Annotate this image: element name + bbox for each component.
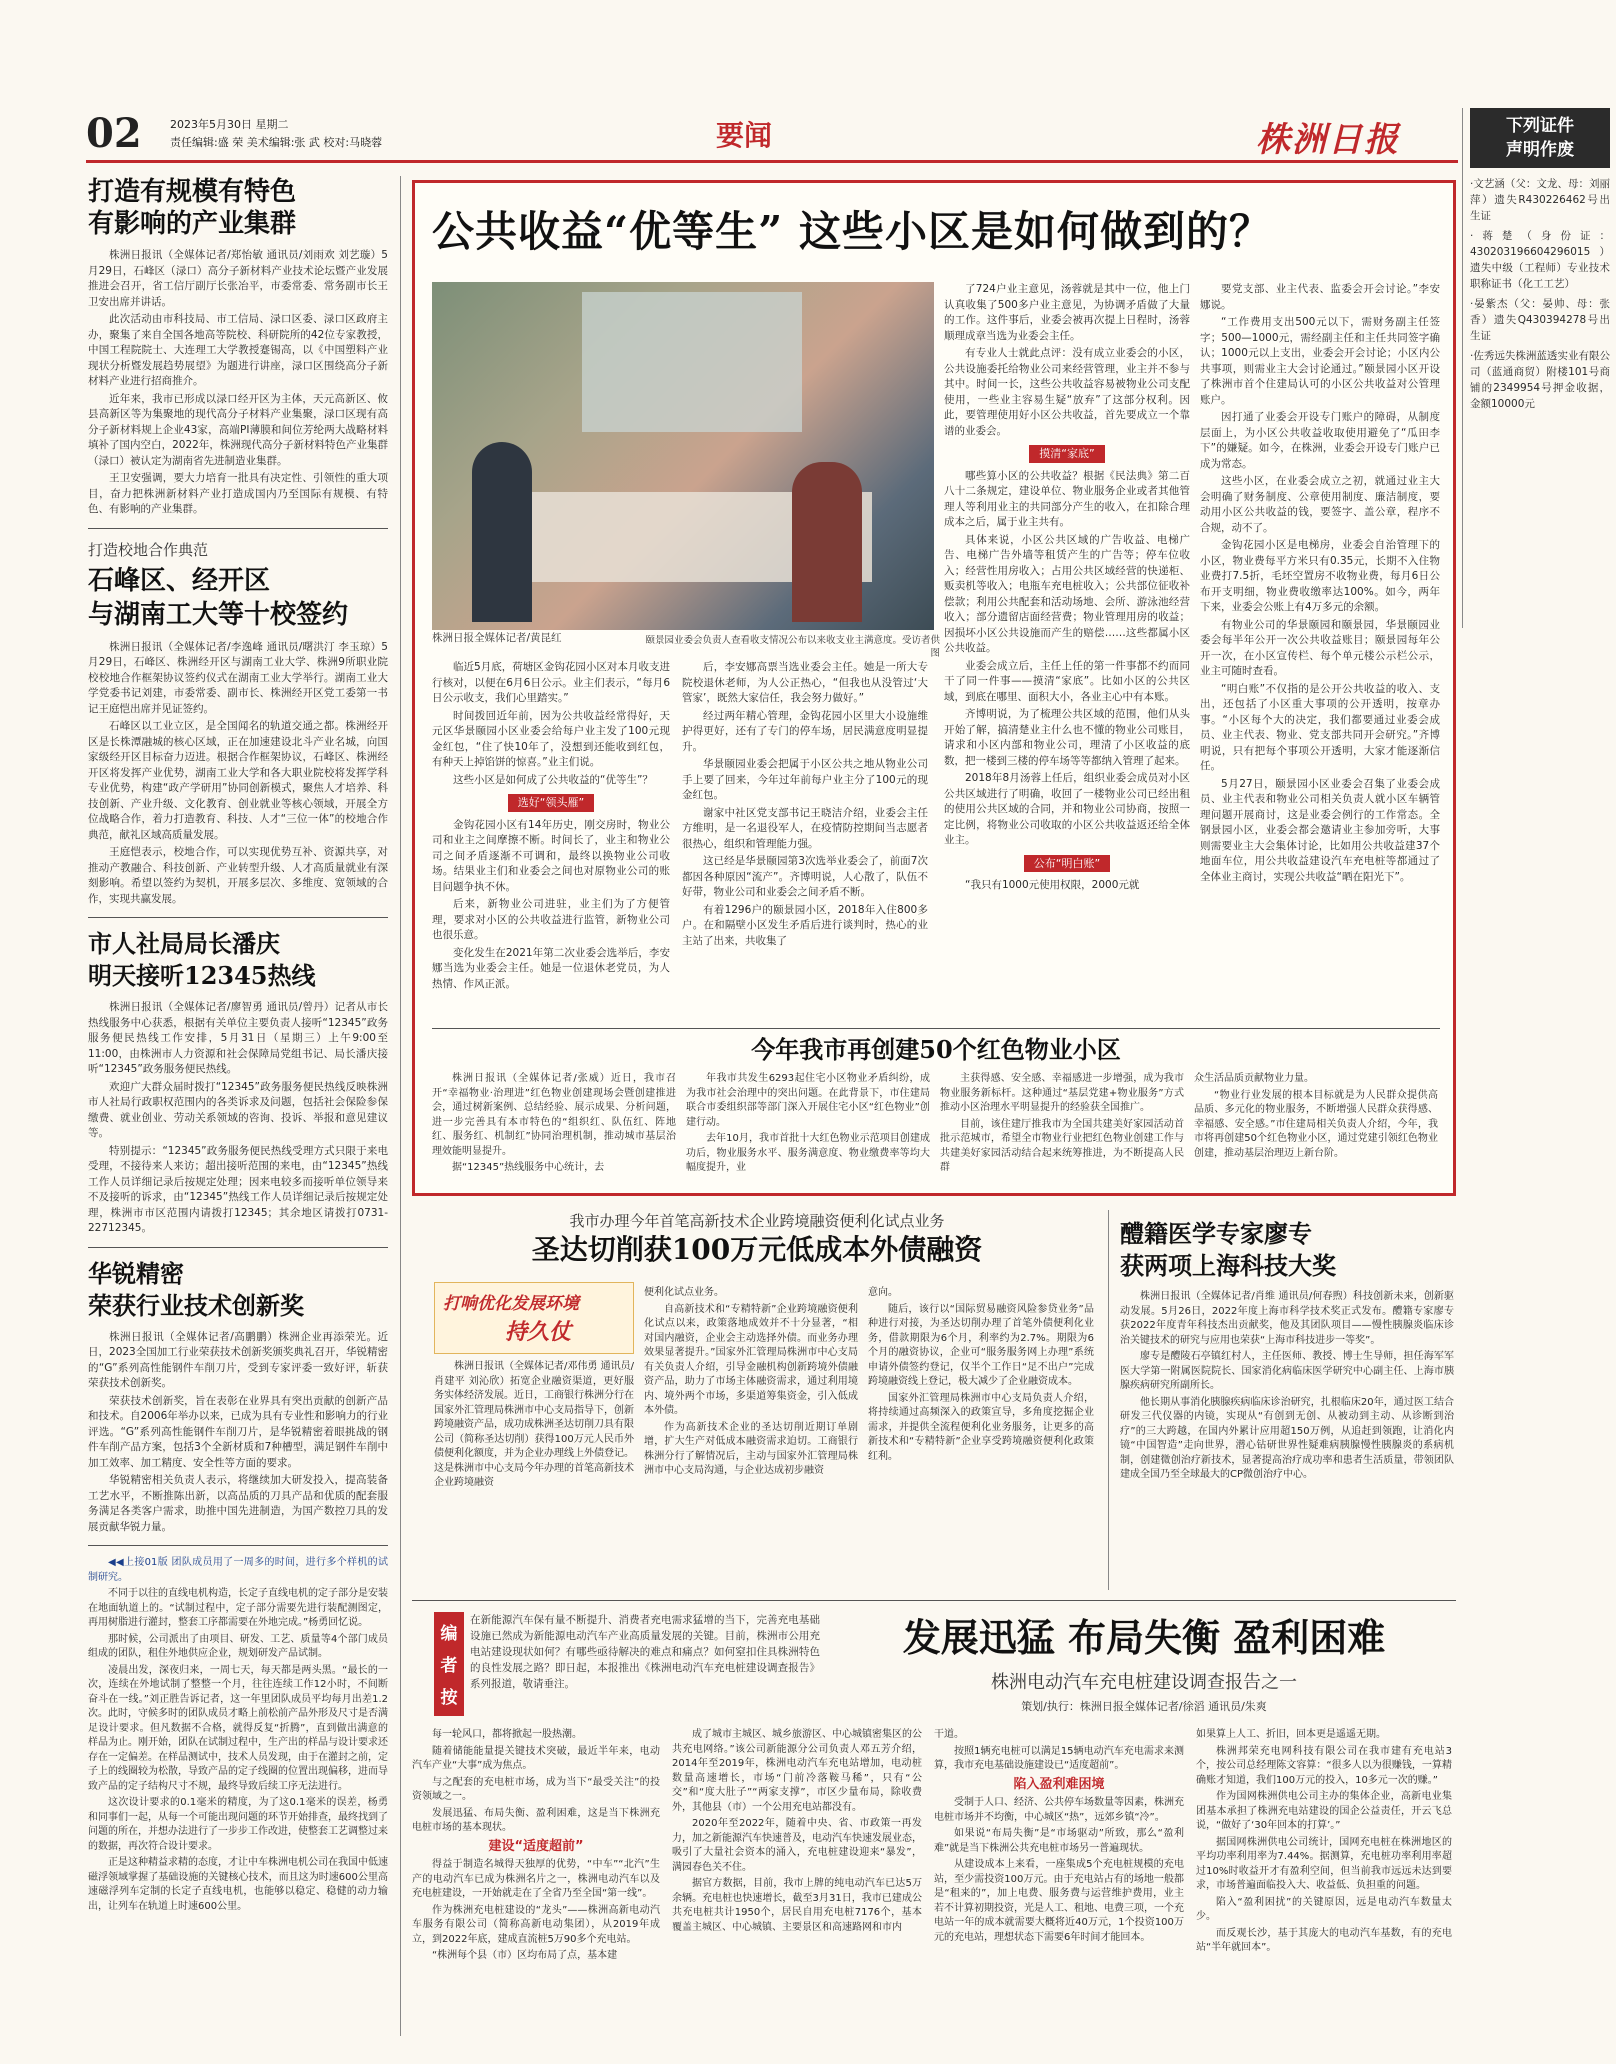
page-number: 02	[86, 110, 142, 157]
notice-divider	[1462, 108, 1463, 628]
campaign-badge	[434, 1282, 634, 1354]
left-column-divider	[400, 176, 401, 2036]
bottom-col4: 如果算上人工、折旧，回本更是遥遥无期。 株洲邦荣充电网科技有限公司在我市建有充电站3个，按公司总经理陈文容算：“很多人以为很赚钱，一算精确账才知道，我们100万元的投入，10多元一次的赚。” 作为国网株洲供电公司主办的集体企业，高新电业集团基本承担了株洲充电站建设的国企公益责任，开云飞总说，“做好了‘30年回本的打算’。” 据国网株洲供电公司统计，国网充电桩在株洲地区的平均功率利用率为7.44%。据测算，充电桩功率利用率超过10%时收益开才有盈利空间，但当前我市远远未达到要求，市场普遍面临投入大、收益低、负担重的问题。 陷入“盈利困扰”的关键原因，远是电动汽车数量太少。 而反观长沙，基于其庞大的电动汽车基数，有的充电站“半年就回本”。	[1196, 1729, 1452, 1953]
mid-left-col2: 便利化试点业务。 自高新技术和“专精特新”企业跨境融资便利化试点以来，政策落地成效并不十分显著，“相对国内融资，企业会主动选择外债。而业务办理效果显著提升。”国家外汇管理局株洲市中心支局有关负责人介绍，引导金融机构创新跨境外债融资产品，助力了市场主体融资需求，通过利用境内、境外两个市场，多渠道筹集资金，引入低成本外债。 作为高新技术企业的圣达切削近期订单剧增，扩大生产对低成本融资需求迫切。工商银行株洲分行了解情况后，主动与国家外汇管理局株洲市中心支局沟通，与企业达成初步融资	[644, 1287, 858, 1476]
bottom-col3: 干道。 按照1辆充电桩可以满足15辆电动汽车充电需求来测算，我市充电基础设施建设已“适度超前”。 陷入盈利难困境 受制于人口、经济、公共停车场数量等因素，株洲充电桩市场并不均衡，中心城区“热”，远郊乡镇“冷”。 如果说“布局失衡”是“市场驱动”所致，那么“盈利难”就是当下株洲公共充电桩市场另一普遍现状。 从建设成本上来看，一座集成5个充电桩规模的充电站，至少需投资100万元。由于充电站占有的场地一般都是“租来的”，加上电费、服务费与运营维护费用，业主若不计算初期投资，光是人工、租地、电费三项，一个充电站一年的成本就需要大概将近40万元，1个投资100万元的充电站，理想状态下需要6年时间才能回本。	[934, 1729, 1184, 1943]
mid-left-kicker: 我市办理今年首笔高新技术企业跨境融资便利化试点业务	[569, 1212, 945, 1230]
article1-body: 株洲日报讯（全媒体记者/郑怡敏 通讯员/刘雨欢 刘艺璇）5月29日，石峰区（渌口）高分子新材料产业技术论坛暨产业发展推进会召开，省工信厅副厅长张冶平，市委常委、常务副市长王卫安出席并讲话。 此次活动由市科技局、市工信局、渌口区委、渌口区政府主办，聚集了来自全国各地高等院校、科研院所的42位专家教授，中国工程院院士、大连理工大学教授蹇锡高，以《中国塑料产业现状分析暨发展趋势展望》为题进行讲座，渌口区围绕高分子新材料产业进行招商推介。 近年来，我市已形成以渌口经开区为主体，天元高新区、攸县高新区等为集聚地的现代高分子材料产业集聚，渌口区现有高分子新材料规上企业43家，高端PI薄膜和间位芳纶两大战略材料填补了国内空白，2022年，株洲现代高分子新材料特色产业集群（渌口）被认定为湖南省先进制造业集群。 王卫安强调，要大力培育一批具有决定性、引领性的重大项目，奋力把株洲新材料产业打造成国内乃至国际有规模、有特色、有影响的产业集群。	[88, 249, 388, 515]
feature-col4: 要党支部、业主代表、监委会开会讨论。”李安娜说。 “工作费用支出500元以下，需财务副主任签字；500—1000元，需经副主任和主任共同签字确认；1000元以上支出，业委会开会讨论；小区内公共事项，则需业主大会讨论通过。”颐景园小区开设了株洲市首个住建局认可的小区公共收益对公管理账户。 因打通了业委会开设专门账户的障碍，从制度层面上，为小区公共收益收取使用避免了“瓜田李下”的嫌疑。如今，在株洲，业委会开设专门账户已成为常态。 这些小区，在业委会成立之初，就通过业主大会明确了财务制度、公章使用制度、廉洁制度，要动用小区公共收益的钱，要签字、盖公章，程序不合规，动不了。 金钩花园小区是电梯房，业委会自治管理下的小区，物业费每平方米只有0.35元，长期不入住物业费打7.5折，毛坯空置房不收物业费，每月6日公布开支明细，物业费收缴率达100%。如今，两年下来，业委会公账上有4万多元的余额。 有物业公司的华景颐园和颐景园，华景颐园业委会每半年公开一次公共收益账目；颐景园每年公开一次，在小区宣传栏、每个单元楼公示栏公示，业主可随时查看。 “明白账”不仅指的是公开公共收益的收入、支出，还包括了小区重大事项的公开透明，按章办事。“小区每个大的决定，我们都要通过业委会成员、业主代表、物业、党支部共同开会研究。”齐博明说，只有把每个事项公开透明，大家才能逐渐信任。 5月27日，颐景园小区业委会召集了业委会成员、业主代表和物业公司相关负责人就小区车辆管理问题开展商讨，这是业委会例行的工作常态。全钢景园小区，业委会都会邀请业主参加旁听，大事则需要业主大会集体讨论，比如用公共收益建37个地面车位，用公共收益建设汽车充电桩等都通过了全体业主商讨，实现公共收益“晒在阳光下”。	[1200, 283, 1440, 883]
red-property-col3: 主获得感、安全感、幸福感进一步增强，成为我市物业服务新标杆。这种通过“基层党建+物业服务”方式推动小区治理水平明显提升的经验获全国推广。 目前，该住建厅推我市为全国共建美好家园活动首批示范城市，希望全市物业行业把红色物业创建工作与共建美好家园活动结合起来统筹推进，为不断提高人民群	[940, 1073, 1184, 1173]
mid-left-col1: 株洲日报讯（全媒体记者/邓伟勇 通讯员/肖建平 刘沁欣）拓宽企业融资渠道，更好服务实体经济发展。近日，工商银行株洲分行在国家外汇管理局株洲市中心支局指导下，创新跨境融资产品，成功成株洲圣达切削刀具有限公司（简称圣达切削）获得100万元人民币外债便利化额度，并为企业办理线上外债登记。这是株洲市中心支局今年办理的首笔高新技术企业跨境融资	[434, 1361, 634, 1488]
feature-col1: 临近5月底，荷塘区金钩花园小区对本月收支进行核对，以便在6月6日公示。业主们表示，“每月6日公示收支，我们心里踏实。” 时间拨回近年前，因为公共收益经常得好，天元区华景颐园小区业委会给每户业主发了100元现金红包，“住了快10年了，没想到还能收到红包，有种天上掉馅饼的惊喜。”业主们说。 这些小区是如何成了公共收益的“优等生”？ 选好“领头雁” 金钩花园小区有14年历史，刚交房时，物业公司和业主之间摩擦不断。时间长了，业主和物业公司之间矛盾逐渐不可调和，最终以换物业公司收场。结果业主们和业委会之间也对原物业公司的账目问题争执不休。 后来，新物业公司进驻，业主们为了方便管理，要求对小区的公共收益进行监管，新物业公司也很乐意。 变化发生在2021年第二次业委会选举后，李安娜当选为业委会主任。她是一位退休老党员，为人热情、作风正派。	[432, 661, 670, 990]
badge-line1: 打响优化发展环境	[443, 1294, 579, 1314]
bottom-col2: 成了城市主城区、城乡旅游区、中心城镇密集区的公共充电网络。”该公司新能源分公司负责人邓五芳介绍，2014年至2019年，株洲电动汽车充电站增加，电动桩数量高速增长，市场“门前冷落鞍马稀”，只有“公交”和“度大肚子”“两家支撑”，市区少量布局，除收费外，其他县（市）一个公用充电站都没有。 2020年至2022年，随着中央、省、市政策一再发力，加之新能源汽车快速普及，电动汽车快速发展业态，吸引了大量社会资本的涌入，充电桩建设迎来“暴发”，满园春色关不住。 据官方数据，目前，我市上牌的纯电动汽车已达5万余辆。充电桩也快速增长，截至3月31日，我市已建成公共充电桩共计1950个，居民自用充电桩7176个，基本覆盖主城区、中心城镇、主要景区和高速路网和市内	[672, 1729, 922, 1933]
paper-logo: 株洲日报	[1256, 120, 1400, 160]
subhead: 陷入盈利难困境	[1013, 1776, 1105, 1792]
red-property-divider	[432, 1028, 1440, 1029]
photo-person	[792, 462, 862, 622]
badge-line2: 持久仗	[505, 1320, 572, 1345]
masthead-rule	[86, 160, 1458, 163]
red-property-col1: 株洲日报讯（全媒体记者/张威）近日，我市召开“幸福物业·治理进”红色物业创建现场会暨创建推进会，通过树新案例、总结经验、展示成果、分析问题，进一步完善具有本市特色的“组织红、队伍红、阵地红、服务红、机制红”协同治理机制，推动城市基层治理效能明显提升。 据“12345”热线服务中心统计，去	[432, 1073, 676, 1173]
mid-divider	[1108, 1210, 1109, 1590]
article5-body: ◀◀上接01版 团队成员用了一周多的时间，进行多个样机的试制研究。 不同于以往的直线电机构造，长定子直线电机的定子部分是安装在地面轨道上的。“试制过程中，定子部分需要先进行装配测图定，再用树脂进行灌封，整套工序都需要在外地完成。”杨勇回忆说。 那时候，公司派出了由项目、研发、工艺、质量等4个部门成员组成的团队，租住外地供应企业，规划研发产品试制。 凌晨出发，深夜归来，一周七天，每天都是两头黑。“最长的一次，连续在外地试制了整整一个月，往往连续工作12小时，不间断奋斗在一线。”刘正胜告诉记者，这一年里团队成员平均每月出差1.2次。此时，守候多时的团队成员才略上前松前产品外形及尺寸是否满足设计要求。但凡数据不合格，就得反复“折腾”，直到做出满意的样品为止。刚开始，团队在试制过程中，生产出的样品与设计要求还存在一定偏差。在样品测试中，技术人员发现，由于在灌封之前，定子上的线圈较为松散，导致产品的定子线圈的位置出现偏移，进而导致产品的定子结构尺寸不规，最终导致后续工序无法进行。 这次设计要求的0.1毫米的精度，为了这0.1毫米的误差，杨勇和同事们一起，从每一个可能出现问题的环节开始排查，最终找到了问题的所在，并想办法进行了一步步工作改进，使整套工艺调整过来的数据，再次符合设计要求。 正是这种精益求精的态度，才让中车株洲电机公司在我国中低速磁浮领域掌握了基础设施的关键核心技术，而且这为时速600公里高速磁浮列车定制的长定子直线电机，也能够以稳定、稳健的动力输出，让列车在轨道上时速600公里。	[88, 1557, 388, 1912]
feature-headline: 公共收益“优等生” 这些小区是如何做到的？	[432, 207, 1272, 256]
article1-headline: 打造有规模有特色 有影响的产业集群	[88, 177, 297, 239]
subhead-tag: 公布“明白账”	[1024, 855, 1110, 873]
editors-line: 责任编辑:盛 荣 美术编辑:张 武 校对:马晓蓉	[170, 136, 383, 149]
red-property-headline: 今年我市再创建50个红色物业小区	[751, 1035, 1121, 1064]
notice-entry: ·蒋楚（身份证：430203196604296015）遗失中级（工程师）专业技术职称证书（化工工艺）	[1470, 230, 1610, 290]
issue-date: 2023年5月30日 星期二	[170, 118, 289, 131]
bottom-credits: 策划/执行：株洲日报全媒体记者/徐滔 通讯员/朱爽	[1021, 1700, 1267, 1713]
red-property-col4: 众生活品质贡献物业力量。 “物业行业发展的根本目标就是为人民群众提供高品质、多元化的物业服务，不断增强人民群众获得感、幸福感、安全感。”市住建局相关负责人介绍，今年，我市将再创建50个红色物业小区，通过党建引领红色物业创建，推动基层治理迈上新台阶。	[1194, 1073, 1438, 1159]
article2-body: 株洲日报讯（全媒体记者/李逸峰 通讯员/曙洪汀 李玉琼）5月29日，石峰区、株洲经开区与湖南工业大学、株洲9所职业院校校地合作框架协议签约仪式在湖南工业大学举行。湖南工业大学党委书记刘建，市委常委、副市长、株洲经开区党工委第一书记王庭恺出席并见证签约。 石峰区以工业立区，是全国闻名的轨道交通之都。株洲经开区是长株潭融城的核心区域，正在加速建设北斗产业名城，向国家级经开区目标奋力迈进。根据合作框架协议，石峰区、株洲经开区将发挥产业优势，湖南工业大学和各大职业院校将发挥学科专业优势，构建“政产学研用”协同创新模式，聚焦人才培养、科技创新、产业升级、文化教育、创业就业等核心领域，开展全方位战略合作，着力打造教育、科技、人才“三位一体”的校地合作典范，献礼区域高质量发展。 王庭恺表示，校地合作，可以实现优势互补、资源共享，对推动产教融合、科技创新、产业转型升级、人才高质量就业有深刻影响。希望以签约为契机，开展多层次、多维度、宽领域的合作，实现共赢发展。	[88, 640, 388, 905]
photo-person	[472, 442, 532, 622]
editor-note-tag: 编 者 按	[434, 1612, 464, 1716]
notice-entry: ·佐秀远失株洲蓝透实业有限公司（蓝通商贸）附楼101号商铺的2349954号押金收据，金额10000元	[1470, 350, 1610, 410]
feature-col3: 了724户业主意见，汤蓉就是其中一位，他上门认真收集了500多户业主意见，为协调矛盾做了大量的工作。这件事后，业委会被再次提上日程时，汤蓉顺理成章当选为业委会主任。 有专业人士就此点评：没有成立业委会的小区，公共设施委托给物业公司来经营管理，业主并不参与其中。时间一长，这些公共收益容易被物业公司支配使用，一些业主容易生疑“放弃”了这部分权利。因此，要管理使用好小区公共收益，首先要成立一个靠谱的业委会。 摸清“家底” 哪些算小区的公共收益？根据《民法典》第二百八十二条规定，建设单位、物业服务企业或者其他管理人等利用业主的共同部分产生的收入，在扣除合理成本之后，属于业主共有。 具体来说，小区公共区域的广告收益、电梯广告、电梯广告外墙等租赁产生的广告等；停车位收入；经营性用房收入；占用公共区域经营的快递柜、贩卖机等收入；电瓶车充电桩收入；公共部位征收补偿款；利用公共配套和活动场地、会所、游泳池经营收入；部分遗留店面经营费；物业管理用房的收益；因损坏小区公共设施而产生的赔偿……这些都属小区公共收益。 业委会成立后，主任上任的第一件事都不约而同干了同一件事——摸清“家底”。比如小区的公共区域，到底在哪里、面积大小，各业主心中有本账。 齐博明说，为了梳理公共区域的范围，他们从头开始了解，搞清楚业主什么也不懂的物业公司账目，请求和小区内部和物业公司，理清了小区收益的底数，把一楼到三楼的停车场等等都纳入管理了起来。 2018年8月汤蓉上任后，组织业委会成员对小区公共区域进行了明确，收回了一楼物业公司已经出租的使用公共区域的合同，并和物业公司协商，按照一定比例，将物业公司收取的小区公共收益返还给全体业主。 公布“明白账” “我只有1000元使用权限，2000元就	[944, 283, 1190, 891]
divider	[88, 917, 388, 918]
notice-entry: ·晏紫杰（父：晏帅、母：张香）遗失Q430394278号出生证	[1470, 298, 1610, 342]
photo-window	[582, 292, 802, 432]
notice-entry: ·文艺涵（父：文龙、母：刘丽萍）遗失R430226462号出生证	[1470, 178, 1610, 222]
bottom-divider	[412, 1600, 1456, 1601]
divider	[88, 1247, 388, 1248]
article2-headline: 石峰区、经开区 与湖南工大等十校签约	[88, 565, 349, 630]
photo-caption: 颐景园业委会负责人查看收支情况公布以来收支业主满意度。受访者供图	[645, 635, 940, 659]
feature-photo	[432, 282, 934, 630]
article4-headline: 华锐精密 荣获行业技术创新奖	[88, 1258, 304, 1320]
divider	[88, 528, 388, 529]
masthead	[86, 110, 1458, 160]
feature-col2: 后，李安娜高票当选业委会主任。她是一所大专院校退休老师，为人公正热心，“但我也从没管过‘大管家’，既然大家信任，我会努力做好。” 经过两年精心管理，金钩花园小区里大小设施维护得更好，还有了专门的停车场，居民满意度明显提升。 华景颐园业委会把属于小区公共之地从物业公司手上要了回来，今年过年前每户业主分了100元的现金红包。 谢家中社区党支部书记王晓洁介绍，业委会主任方维明，是一名退役军人，在疫情防控期间当志愿者很热心，组织和管理能力强。 这已经是华景颐园第3次选举业委会了，前面7次都因各种原因“流产”。齐博明说，人心散了，队伍不好带，物业公司和业委会之间矛盾不断。 有着1296户的颐景园小区，2018年入住800多户。在和隔壁小区发生矛盾后进行谈判时，热心的业主站了出来，共收集了	[682, 661, 928, 947]
article3-headline: 市人社局局长潘庆 明天接听12345热线	[88, 929, 316, 990]
article2-kicker: 打造校地合作典范	[88, 540, 209, 559]
divider	[88, 1545, 388, 1546]
editor-note: 在新能源汽车保有量不断提升、消费者充电需求猛增的当下，完善充电基础设施已然成为新能源电动汽车产业高质量发展的关键。目前，株洲市公用充电站建设现状如何？有哪些亟待解决的难点和痛点？如何窒扣住具株洲特色的良性发展之路？即日起，本报推出《株洲电动汽车充电桩建设调查报告》系列报道，敬请垂注。	[470, 1614, 820, 1690]
left-column	[88, 176, 388, 2036]
notice-title: 下列证件 声明作废	[1470, 108, 1610, 168]
mid-right-body: 株洲日报讯（全媒体记者/肖维 通讯员/何春煦）科技创新未来，创新驱动发展。5月26日，2022年度上海市科学技术奖正式发布。醴籍专家廖专获2022年度青年科技杰出贡献奖，他及其团队项目——慢性胰腺炎临床诊治关键技术的研究与应用也荣获“上海市科技进步一等奖”。 廖专是醴陵石亭镇红村人，主任医师、教授、博士生导师，担任海军军医大学第一附属医院院长、国家消化病临床医学研究中心副主任、上海市胰腺疾病研究所副所长。 他长期从事消化胰腺疾病临床诊治研究，扎根临床20年，通过医工结合研发三代仪器的内镜，实现从“有创到无创、从被动到主动、从诊断到治疗”的三大跨越，在国内外累计应用超150万例，从追赶到领跑，让消化内镜“中国智造”走向世界，潜心钻研世界性疑难病胰腺慢性胰腺炎的系病机制，创建微创治疗新技术，显著提高治疗成功率和患者生活质量，带领团队建成全国乃至全球最大的CP微创治疗中心。	[1120, 1291, 1454, 1480]
feature-byline: 株洲日报全媒体记者/黄昆红	[432, 632, 562, 644]
article4-body: 株洲日报讯（全媒体记者/高鹏鹏）株洲企业再添荣光。近日，2023全国加工行业荣获技术创新奖颁奖典礼召开，华锐精密的“G”系列高性能钢件车削刀片，受到专家评委一致好评，斩获荣获技术创新奖。 荣获技术创新奖，旨在表彰在业界具有突出贡献的创新产品和技术。自2006年举办以来，已成为具有专业性和影响力的行业评选。“G”系列高性能钢件车削刀片，是华锐精密着眼挑战的钢件车削产品方案，包括3个全新材质和7种槽型，满足钢件车削中加工效率、加工精度、安全性等方面的要求。 华锐精密相关负责人表示，将继续加大研发投入，提高装备工艺水平，不断推陈出新，以高品质的刀具产品和优质的配套服务满足各类客户需求，助推中国先进制造，为国产数控刀具的发展贡献华锐力量。	[88, 1330, 388, 1533]
subhead: 建设“适度超前”	[488, 1838, 584, 1854]
subhead-tag: 选好“领头雁”	[508, 794, 594, 812]
article3-body: 株洲日报讯（全媒体记者/廖智勇 通讯员/曾丹）记者从市长热线服务中心获悉，根据有关单位主要负责人接听“12345”政务服务便民热线工作安排，5月31日（星期三）上午9:00至11:00，由株洲市人力资源和社会保障局党组书记、局长潘庆接听“12345”政务服务便民热线。 欢迎广大群众届时拨打“12345”政务服务便民热线反映株洲市人社局行政职权范围内的各类诉求及问题，包括社会保险参保缴费、就业创业、劳动关系领域的咨询、投诉、举报和意见建议等。 特别提示：“12345”政务服务便民热线受理方式只限于来电受理，不接待来人来访；超出接听范围的来电，由“12345”热线工作人员详细记录后按规定处理；因来电较多而接听单位领导来不及接听的诉求，由“12345”热线工作人员详细记录后按规定处理，株洲市市区范围内请拨打12345；其余地区请拨打0731-22712345。	[88, 1001, 388, 1234]
mid-left-col3: 意向。 随后，该行以“国际贸易融资风险参贷业务”品种进行对接，为圣达切削办理了首笔外债便利化业务，借款期限为6个月，利率约为2.7%。期限为6个月的融资协议，企业可“服务服务网上办理”系统申请外债签约登记，仅半个工作日“足不出户”完成跨境融资线上登记，极大减少了企业融资成本。 国家外汇管理局株洲市中心支局负责人介绍，将持续通过高频深入的政策宣导，多角度挖掘企业需求，并提供全流程便利化业务服务，让更多的高新技术和“专精特新”企业享受跨境融资便利化政策红利。	[868, 1287, 1094, 1462]
bottom-headline: 发展迅猛 布局失衡 盈利困难	[902, 1615, 1386, 1660]
bottom-subhead: 株洲电动汽车充电桩建设调查报告之一	[991, 1672, 1297, 1693]
subhead-tag: 摸清“家底”	[1029, 445, 1104, 463]
mid-right-headline: 醴籍医学专家廖专 获两项上海科技大奖	[1120, 1219, 1336, 1280]
mid-left-headline: 圣达切削获100万元低成本外债融资	[531, 1233, 983, 1266]
bottom-col1: 每一轮风口，都将掀起一股热潮。 随着储能能量提关键技术突破，最近半年来，电动汽车产业“大事”成为焦点。 与之配套的充电桩市场，成为当下“最受关注”的投资领域之一。 发展迅猛、布局失衡、盈利困难，这是当下株洲充电桩市场的基本现状。 建设“适度超前” 得益于制造名城得天独厚的优势，“中车”“北汽”生产的电动汽车已成为株洲名片之一，株洲电动汽车以及充电桩建设，一开始就走在了全省乃至全国“第一线”。 作为株洲充电桩建设的“龙头”——株洲高新电动汽车服务有限公司（简称高新电动集团），从2019年成立，到2022年底，建成直流桩5万90多个充电站。 “株洲每个县（市）区均布局了点，基本建	[412, 1729, 660, 1961]
section-name: 要闻	[716, 119, 773, 152]
notice-column	[1470, 108, 1610, 628]
red-property-col2: 年我市共发生6293起住宅小区物业矛盾纠纷，成为我市社会治理中的突出问题。在此背景下，市住建局联合市委组织部等部门深入开展住宅小区“红色物业”创建行动。 去年10月，我市首批十大红色物业示范项目创建成功后，物业服务水平、服务满意度、物业缴费率等均大幅度提升，业	[686, 1073, 930, 1173]
